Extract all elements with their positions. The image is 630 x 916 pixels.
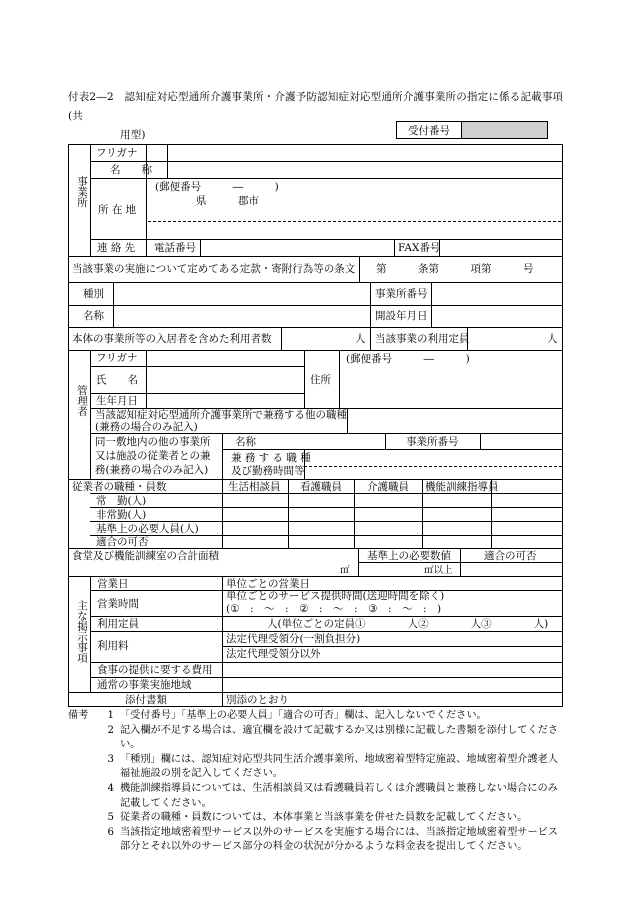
kanrisha-section-label: 管理者 <box>76 385 88 417</box>
staff-row-required: 基準上の必要人員(人) <box>96 523 199 535</box>
capacity-item-label: 利用定員 <box>97 618 139 630</box>
kanrisha-other-line1: 同一敷地内の他の事業所 <box>95 436 211 448</box>
note-text: 福祉施設の別を記入してください。 <box>120 768 283 780</box>
kanrisha-birth-label: 生年月日 <box>96 395 138 407</box>
notes-head: 備考 <box>68 710 89 721</box>
jigyosho-contact-label: 連 絡 先 <box>97 242 136 254</box>
attachments-label: 添付書類 <box>125 694 167 706</box>
kanrisha-job-line2: 及び勤務時間等 <box>231 465 305 477</box>
receipt-number-label: 受付番号 <box>397 122 462 138</box>
staff-header-label: 従業者の職種・員数 <box>72 481 167 493</box>
hours-value-line2: (① : ～ : ② : ～ : ③ : ～ : ) <box>226 603 442 615</box>
service-area-label: 通常の事業実施地域 <box>97 679 192 691</box>
note-number: 5 <box>107 812 114 824</box>
opening-date-label: 開設年月日 <box>375 310 428 322</box>
hours-label: 営業時間 <box>97 598 139 610</box>
title-line-1: 付表2―2 認知症対応型通所介護事業所・介護予防認知症対応型通所介護事業所の指定に係る記載事項(共 <box>68 91 564 122</box>
attachments-value: 別添のとおり <box>226 694 289 706</box>
users-unit: 人 <box>355 333 366 345</box>
note-number: 1 <box>107 710 114 721</box>
note-text: 従業者の職種・員数については、本体事業と当該事業を併せた員数を記載してください。 <box>120 812 528 824</box>
main-items-section-label: 主な掲示事項 <box>76 600 88 663</box>
jigyosho-pref-city-text: 県 郡市 <box>196 195 259 207</box>
note-text: 「受付番号」「基準上の必要人員」「適合の可否」欄は、記入しないでください。 <box>120 710 487 721</box>
note-number <box>98 767 120 782</box>
articles-value: 第 条第 項第 号 <box>376 263 534 275</box>
note-number <box>98 840 120 855</box>
staff-col-caregiver: 介護職員 <box>367 481 409 493</box>
fee-label: 利用料 <box>97 640 129 652</box>
jigyosho-phone-label: 電話番号 <box>154 242 196 254</box>
capacity-item-value: 人(単位ごとの定員① 人② 人③ 人) <box>267 618 549 630</box>
area-compliance-label: 適合の可否 <box>484 550 537 562</box>
staff-row-parttime: 非常勤(人) <box>96 509 147 521</box>
staff-col-trainer: 機能訓練指導員 <box>425 481 499 493</box>
note-text: 当該指定地域密着型サービス以外のサービスを実施する場合には、当該指定地域密着型サービス <box>120 826 559 838</box>
staff-row-compliance: 適合の可否 <box>96 536 149 548</box>
kanrisha-address-label: 住所 <box>310 374 331 386</box>
note-number: 4 <box>107 782 114 794</box>
kanrisha-other-name-label: 名称 <box>235 436 256 448</box>
kanrisha-other-line3: 務(兼務の場合のみ記入) <box>95 464 209 476</box>
area-required-unit: ㎡以上 <box>424 565 453 576</box>
articles-label: 当該事業の実施について定めてある定款・寄附行為等の条文 <box>72 263 356 275</box>
kanrisha-name-label: 氏 名 <box>96 374 138 386</box>
name-label: 名称 <box>83 310 104 322</box>
fee-value-line2: 法定代理受領分以外 <box>226 648 321 660</box>
jigyosho-name-label: 名 称 <box>110 164 152 176</box>
note-number <box>98 797 120 812</box>
staff-row-fulltime: 常 勤(人) <box>96 495 147 507</box>
staff-col-nurse: 看護職員 <box>300 481 342 493</box>
kanrisha-postal-text: (郵便番号 ― ) <box>346 353 470 365</box>
note-number: 2 <box>107 724 114 736</box>
jigyosho-furigana-label: フリガナ <box>96 147 138 159</box>
note-text: 記入欄が不足する場合は、適宜欄を設けて記載するか又は別様に記載した書類を添付してください。 <box>120 724 559 751</box>
jigyosho-address-label: 所 在 地 <box>98 204 137 216</box>
capacity-label: 当該事業の利用定員 <box>375 333 470 345</box>
jigyosho-postal-text: (郵便番号 ― ) <box>155 181 279 193</box>
fee-value-line1: 法定代理受領分(一割負担分) <box>226 633 361 645</box>
kanrisha-furigana-label: フリガナ <box>96 352 138 364</box>
area-unit: ㎡ <box>340 565 350 576</box>
note-number: 6 <box>107 826 114 838</box>
capacity-unit: 人 <box>547 333 558 345</box>
title-line-2: 用型) <box>120 129 146 141</box>
jigyosho-fax-label: FAX番号 <box>398 242 441 254</box>
type-label: 種別 <box>83 288 104 300</box>
area-label: 食堂及び機能訓練室の合計面積 <box>72 550 219 562</box>
area-required-label: 基準上の必要数値 <box>367 550 451 562</box>
kanrisha-other-line2: 又は施設の従業者との兼 <box>95 450 211 462</box>
business-days-value: 単位ごとの営業日 <box>226 578 310 590</box>
note-number: 3 <box>107 753 114 765</box>
meal-cost-label: 食事の提供に要する費用 <box>97 664 213 676</box>
business-days-label: 営業日 <box>97 578 129 590</box>
note-text: 「種別」欄には、認知症対応型共同生活介護事業所、地域密着型特定施設、地域密着型介護老人 <box>120 753 559 765</box>
notes-section <box>68 709 568 855</box>
staff-col-counselor: 生活相談員 <box>228 481 281 493</box>
users-label: 本体の事業所等の入居者を含めた利用者数 <box>72 333 272 345</box>
kanrisha-job-line1: 兼 務 す る 職 種 <box>231 452 311 464</box>
note-text: 機能訓練指導員については、生活相談員又は看護職員若しくは介護職員と兼務しない場合にのみ <box>120 782 558 794</box>
office-number-label: 事業所番号 <box>375 288 428 300</box>
jigyosho-section-label: 事業所 <box>76 176 88 208</box>
note-text: 記載してください。 <box>120 797 212 809</box>
note-text: 部分とそれ以外のサービス部分の料金の状況が分かるような料金表を提出してください。 <box>120 841 528 853</box>
hours-value-line1: 単位ごとのサービス提供時間(送迎時間を除く) <box>226 590 445 602</box>
kanrisha-concurrent-line1: 当該認知症対応型通所介護事業所で兼務する他の職種 <box>95 409 347 421</box>
kanrisha-other-office-number-label: 事業所番号 <box>406 436 459 448</box>
kanrisha-concurrent-line2: (兼務の場合のみ記入) <box>95 421 198 433</box>
